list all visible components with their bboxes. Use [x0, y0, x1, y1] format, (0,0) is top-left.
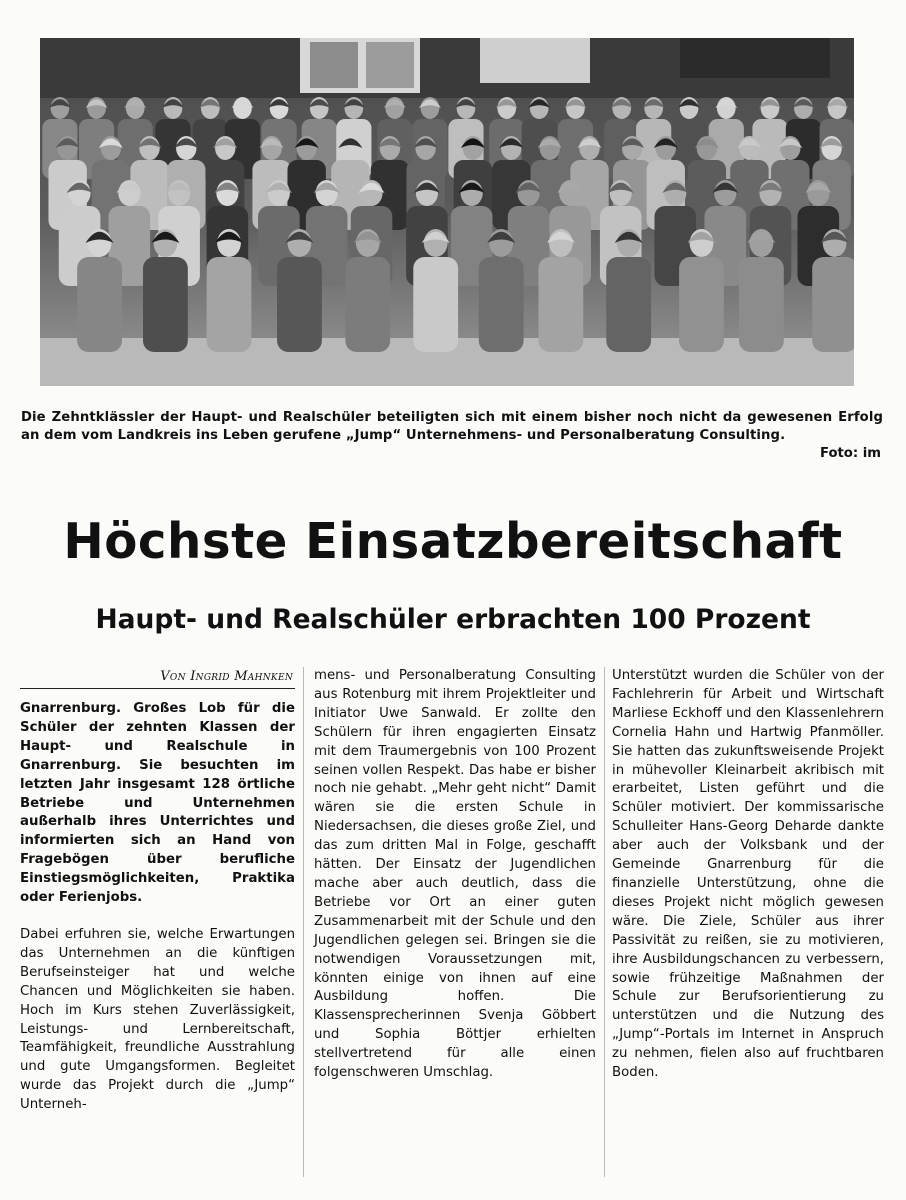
article-column-2-body: mens- und Personalberatung Consulting aus Rotenburg mit ihrem Projektleiter und Initiator Uwe Sanwald. Er zollte den Schülern für ihren engagierten Einsatz mit dem Traumergebnis von 100 Prozent seinen vollen Respekt. Das habe er bisher noch nie gehabt. „Mehr geht nicht“ Damit wären sie die ersten Schule in Niedersachsen, die dieses große Ziel, und das zum dritten Mal in Folge, geschafft hätten. Der Einsatz der Jugendlichen mache aber auch deutlich, dass die Betriebe vor Ort an einer guten Zusammenarbeit mit der Schule und den Jugendlichen gelegen sei. Bringen sie die notwendigen Voraussetzungen mit, könnten einige von ihnen auf eine Ausbildung hoffen. Die Klassensprecherinnen Svenja Göbbert und Sophia Böttjer erhielten stellvertretend für alle einen folgenschweren Umschlag. — [314, 668, 596, 1081]
person-body — [739, 257, 784, 352]
article-column-1-body: Dabei erfuhren sie, welche Erwartungen das Unternehmen an die künftigen Berufseinsteiger hat und welche Chancen und Möglichkeiten sie haben. Hoch im Kurs stehen Zuverlässigkeit, Leistungs- und Lernbereitschaft, Teamfähigkeit, freundliche Ausstrahlung und gute Umgangsformen. Begleitet wurde das Projekt durch die „Jump“ Unterneh- — [20, 926, 295, 1113]
article-column-1 — [20, 667, 295, 1115]
byline: Von Ingrid Mahnken — [20, 667, 295, 689]
person-body — [77, 257, 122, 352]
person-body — [606, 257, 651, 352]
person-body — [345, 257, 390, 352]
person-body — [413, 257, 458, 352]
article-column-3 — [612, 667, 884, 1083]
person-body — [812, 257, 854, 352]
person-body — [143, 257, 188, 352]
person-body — [679, 257, 724, 352]
photo-credit: Foto: im — [819, 446, 881, 461]
subheadline: Haupt- und Realschüler erbrachten 100 Prozent — [95, 604, 811, 635]
column-divider — [604, 667, 605, 1177]
headline: Höchste Einsatzbereitschaft — [63, 513, 843, 570]
article-column-3-body: Unterstützt wurden die Schüler von der Fachlehrerin für Arbeit und Wirtschaft Marliese Eckhoff und den Klassenlehrern Cornelia Hahn und Hartwig Pfanmöller. Sie hatten das zukunftsweisende Projekt in mühevoller Kleinarbeit akribisch mit erarbeitet, Listen geführt und die Schüler motiviert. Der kommissarische Schulleiter Hans-Georg Deharde dankte aber auch der Volksbank und der Gemeinde Gnarrenburg für die finanzielle Unterstützung, ohne die dieses Projekt nicht möglich gewesen wäre. Die Ziele, Schüler aus ihrer Passivität zu reißen, sie zu motivieren, ihre Ausbildungschancen zu verbessern, sowie frühzeitige Maßnahmen der Schule zur Berufsorientierung zu unterstützen und die Nutzung des „Jump“-Portals im Internet in Anspruch zu nehmen, fielen also auf fruchtbaren Boden. — [612, 668, 884, 1081]
person-body — [277, 257, 322, 352]
person-body — [479, 257, 524, 352]
person-body — [538, 257, 583, 352]
person-body — [207, 257, 252, 352]
photo-caption: Die Zehntklässler der Haupt- und Realschüler beteiligten sich mit einem bisher noch nicht da gewesenen Erfolg an dem vom Landkreis ins Leben gerufene „Jump“ Unternehmens- und Personalberatung Consulting. — [21, 410, 883, 443]
column-divider — [303, 667, 304, 1177]
article-lead: Gnarrenburg. Großes Lob für die Schüler der zehnten Klassen der Haupt- und Realschule in Gnarrenburg. Sie besuchten im letzten Jahr insgesamt 128 örtliche Betriebe und Unternehmen außerhalb ihres Unterrichtes und informierten sich an Hand von Fragebögen über berufliche Einstiegsmöglichkeiten, Praktika oder Ferienjobs. — [20, 701, 295, 906]
group-photo-image — [40, 38, 854, 386]
group-photo — [40, 38, 854, 386]
article-column-2 — [314, 667, 596, 1083]
